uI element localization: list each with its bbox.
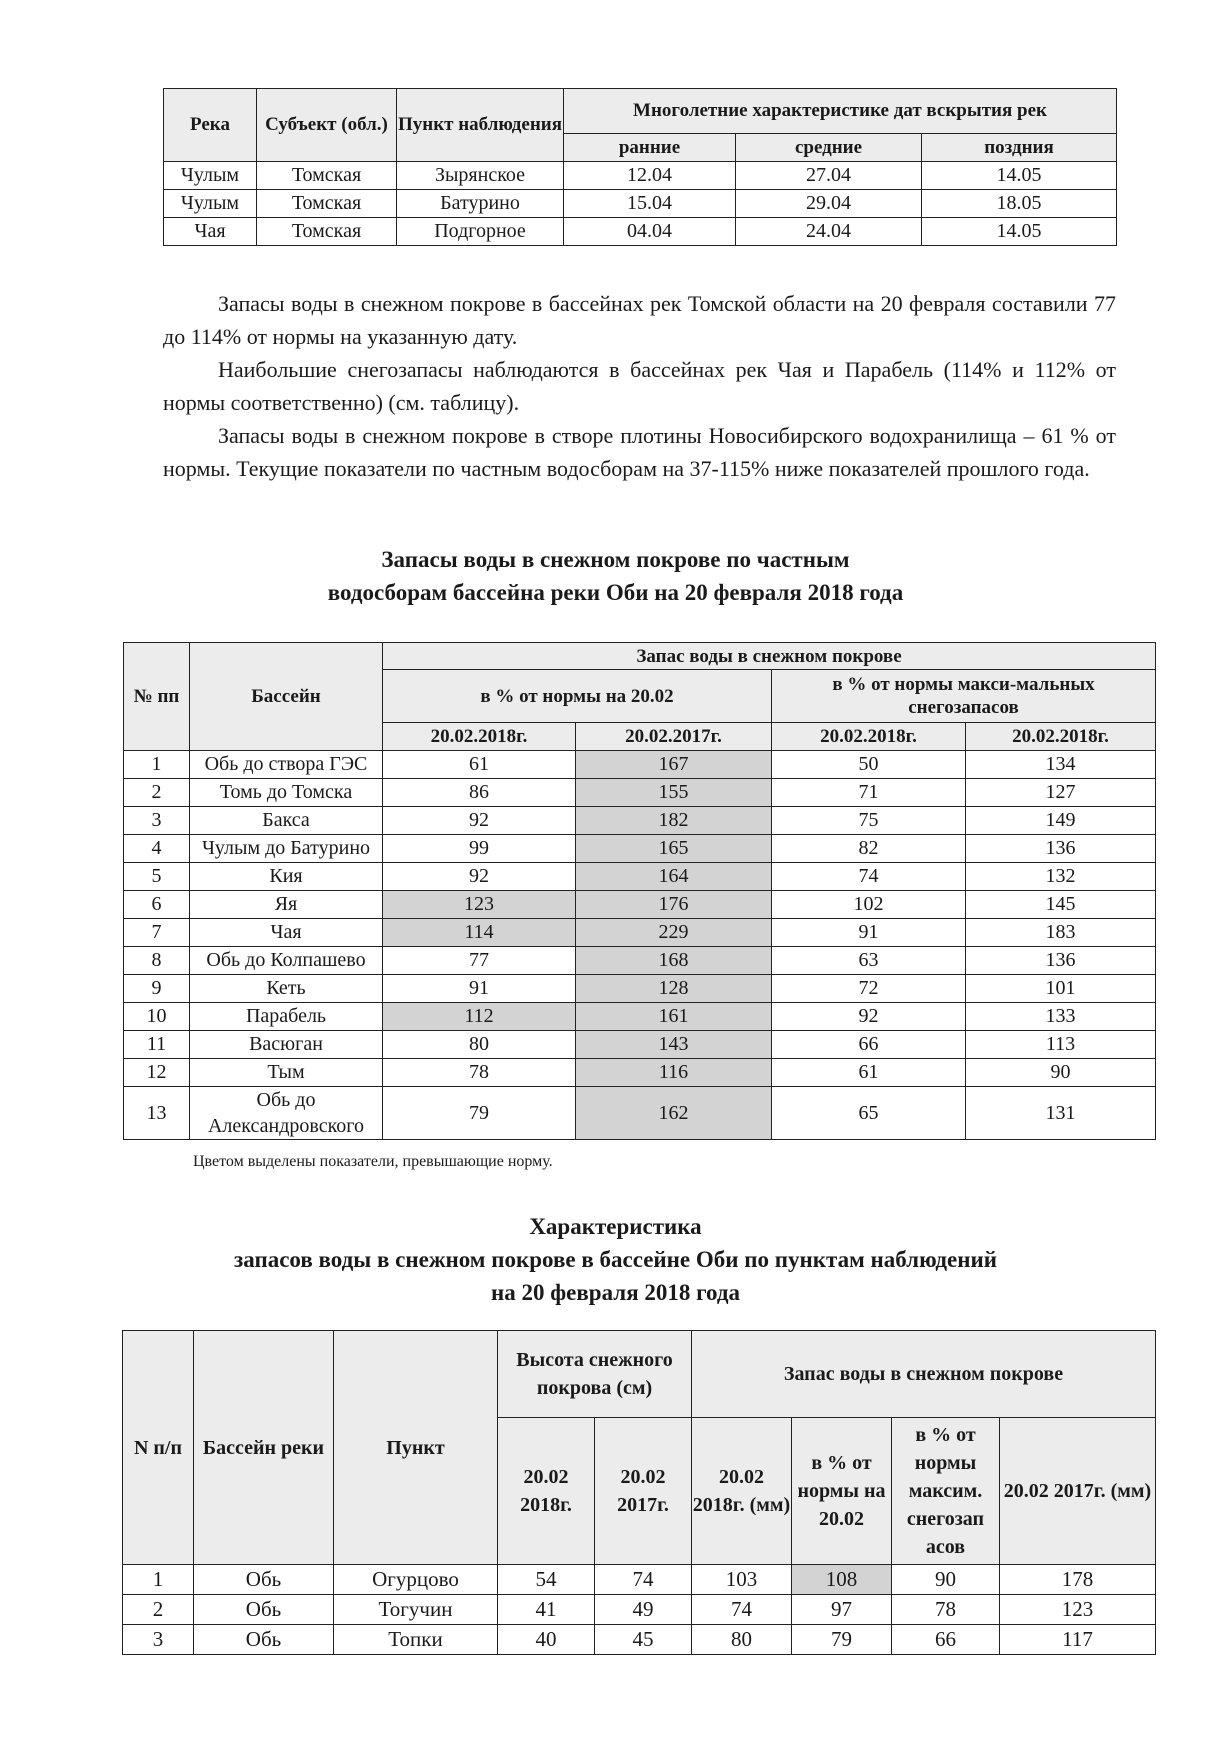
- cell-value-highlighted: 114: [383, 919, 576, 947]
- cell-basin: Кия: [190, 863, 383, 891]
- cell-point: Огурцово: [334, 1565, 498, 1595]
- cell-value-highlighted: 176: [576, 891, 772, 919]
- header-pct-max: в % от нормы макси-мальных снегозапасов: [772, 670, 1156, 723]
- cell-value: 90: [966, 1059, 1156, 1087]
- cell-value: 75: [772, 807, 966, 835]
- cell-basin: Томь до Томска: [190, 779, 383, 807]
- cell-value-highlighted: 108: [792, 1565, 892, 1595]
- cell-value: 101: [966, 975, 1156, 1003]
- title-line: Запасы воды в снежном покрове по частным: [381, 547, 850, 572]
- table-row: [124, 835, 1156, 863]
- cell-value: 92: [772, 1003, 966, 1031]
- title-line: водосборам бассейна реки Оби на 20 февраля 2018 года: [327, 580, 904, 605]
- cell-late: 14.05: [922, 218, 1117, 246]
- cell-num: 1: [124, 751, 190, 779]
- header-height-2018: 20.02 2018г.: [498, 1418, 595, 1565]
- paragraph: Наибольшие снегозапасы наблюдаются в бассейнах рек Чая и Парабель (114% и 112% от нормы соответственно) (см. таблицу).: [163, 357, 1116, 415]
- cell-basin: Бакса: [190, 807, 383, 835]
- header-col-max-2018: 20.02.2018г.: [772, 723, 966, 751]
- cell-subject: Томская: [257, 218, 397, 246]
- cell-value-highlighted: 143: [576, 1031, 772, 1059]
- cell-basin: Обь до Колпашево: [190, 947, 383, 975]
- cell-num: 7: [124, 919, 190, 947]
- cell-basin: Кеть: [190, 975, 383, 1003]
- table-row: [164, 190, 1117, 218]
- title-line: Характеристика: [529, 1214, 702, 1239]
- cell-value: 127: [966, 779, 1156, 807]
- header-point: Пункт наблюдения: [397, 89, 564, 162]
- cell-river: Чулым: [164, 162, 257, 190]
- snow-by-observation-point-table: [122, 1330, 1156, 1655]
- cell-num: 9: [124, 975, 190, 1003]
- cell-num: 6: [124, 891, 190, 919]
- cell-value: 136: [966, 947, 1156, 975]
- table-row: [124, 1087, 1156, 1140]
- cell-value: 78: [383, 1059, 576, 1087]
- cell-value: 178: [1000, 1565, 1156, 1595]
- cell-value: 80: [692, 1625, 792, 1655]
- cell-value: 149: [966, 807, 1156, 835]
- cell-late: 18.05: [922, 190, 1117, 218]
- cell-value: 66: [892, 1625, 1000, 1655]
- table-row: [124, 1003, 1156, 1031]
- cell-num: 2: [124, 779, 190, 807]
- cell-subject: Томская: [257, 190, 397, 218]
- cell-value-highlighted: 164: [576, 863, 772, 891]
- cell-value: 92: [383, 863, 576, 891]
- header-opening-dates-group: Многолетние характеристике дат вскрытия рек: [564, 89, 1117, 134]
- cell-point: Топки: [334, 1625, 498, 1655]
- header-pct-norm: в % от нормы на 20.02: [383, 670, 772, 723]
- cell-value-highlighted: 229: [576, 919, 772, 947]
- cell-num: 4: [124, 835, 190, 863]
- header-subject: Субъект (обл.): [257, 89, 397, 162]
- header-water-2018: 20.02 2018г. (мм): [692, 1418, 792, 1565]
- cell-value: 66: [772, 1031, 966, 1059]
- cell-value: 77: [383, 947, 576, 975]
- cell-value: 91: [383, 975, 576, 1003]
- cell-subject: Томская: [257, 162, 397, 190]
- cell-point: Тогучин: [334, 1595, 498, 1625]
- cell-basin: Обь: [194, 1595, 334, 1625]
- header-point: Пункт: [334, 1331, 498, 1565]
- cell-basin: Чая: [190, 919, 383, 947]
- header-pct-max: в % от нормы максим. снегозап асов: [892, 1418, 1000, 1565]
- cell-value: 134: [966, 751, 1156, 779]
- cell-value-highlighted: 123: [383, 891, 576, 919]
- table-row: [164, 162, 1117, 190]
- cell-value-highlighted: 128: [576, 975, 772, 1003]
- table-row: [124, 975, 1156, 1003]
- cell-early: 04.04: [564, 218, 736, 246]
- cell-middle: 27.04: [736, 162, 922, 190]
- cell-value-highlighted: 112: [383, 1003, 576, 1031]
- table-row: [124, 1031, 1156, 1059]
- cell-value: 78: [892, 1595, 1000, 1625]
- header-snow-height-group: Высота снежного покрова (см): [498, 1331, 692, 1418]
- header-early: ранние: [564, 134, 736, 162]
- cell-value: 74: [595, 1565, 692, 1595]
- cell-num: 12: [124, 1059, 190, 1087]
- cell-basin: Тым: [190, 1059, 383, 1087]
- table-row: [124, 891, 1156, 919]
- cell-value: 102: [772, 891, 966, 919]
- table-row: [124, 807, 1156, 835]
- cell-value: 183: [966, 919, 1156, 947]
- cell-value: 136: [966, 835, 1156, 863]
- cell-value: 79: [383, 1087, 576, 1140]
- cell-value: 80: [383, 1031, 576, 1059]
- cell-num: 2: [123, 1595, 194, 1625]
- title-line: на 20 февраля 2018 года: [491, 1280, 740, 1305]
- table-row: [124, 751, 1156, 779]
- cell-value: 132: [966, 863, 1156, 891]
- header-col-2017: 20.02.2017г.: [576, 723, 772, 751]
- table-row: [123, 1565, 1156, 1595]
- cell-value: 86: [383, 779, 576, 807]
- cell-value: 79: [792, 1625, 892, 1655]
- cell-value-highlighted: 168: [576, 947, 772, 975]
- table-row: [123, 1595, 1156, 1625]
- header-snow-water-group: Запас воды в снежном покрове: [383, 643, 1156, 670]
- cell-value: 92: [383, 807, 576, 835]
- title-line: запасов воды в снежном покрове в бассейне Оби по пунктам наблюдений: [234, 1247, 997, 1272]
- table-row: [124, 1059, 1156, 1087]
- cell-value: 71: [772, 779, 966, 807]
- cell-value: 74: [692, 1595, 792, 1625]
- header-late: поздния: [922, 134, 1117, 162]
- header-snow-water-group: Запас воды в снежном покрове: [692, 1331, 1156, 1418]
- cell-basin: Обь: [194, 1565, 334, 1595]
- cell-num: 3: [124, 807, 190, 835]
- cell-river: Чулым: [164, 190, 257, 218]
- header-height-2017: 20.02 2017г.: [595, 1418, 692, 1565]
- cell-basin: Чулым до Батурино: [190, 835, 383, 863]
- cell-value: 45: [595, 1625, 692, 1655]
- cell-basin: Обь: [194, 1625, 334, 1655]
- cell-value: 133: [966, 1003, 1156, 1031]
- cell-num: 5: [124, 863, 190, 891]
- cell-value: 61: [772, 1059, 966, 1087]
- header-basin: Бассейн: [190, 643, 383, 751]
- paragraph: Запасы воды в снежном покрове в бассейнах рек Томской области на 20 февраля составили 77 до 114% от нормы на указанную дату.: [163, 291, 1116, 349]
- cell-value: 41: [498, 1595, 595, 1625]
- cell-river: Чая: [164, 218, 257, 246]
- header-col-max-2018b: 20.02.2018г.: [966, 723, 1156, 751]
- cell-num: 13: [124, 1087, 190, 1140]
- cell-value-highlighted: 116: [576, 1059, 772, 1087]
- cell-value: 117: [1000, 1625, 1156, 1655]
- cell-value: 54: [498, 1565, 595, 1595]
- header-num: N п/п: [123, 1331, 194, 1565]
- cell-value-highlighted: 165: [576, 835, 772, 863]
- table-row: [164, 218, 1117, 246]
- cell-point: Подгорное: [397, 218, 564, 246]
- cell-value: 131: [966, 1087, 1156, 1140]
- table2-footnote: Цветом выделены показатели, превышающие норму.: [193, 1153, 553, 1170]
- table-row: [123, 1625, 1156, 1655]
- table-row: [124, 779, 1156, 807]
- cell-value: 63: [772, 947, 966, 975]
- cell-early: 12.04: [564, 162, 736, 190]
- header-num: № пп: [124, 643, 190, 751]
- cell-value: 97: [792, 1595, 892, 1625]
- cell-value: 40: [498, 1625, 595, 1655]
- cell-num: 3: [123, 1625, 194, 1655]
- cell-value: 82: [772, 835, 966, 863]
- cell-basin: Яя: [190, 891, 383, 919]
- river-opening-dates-table: [163, 88, 1117, 246]
- cell-num: 1: [123, 1565, 194, 1595]
- cell-value: 90: [892, 1565, 1000, 1595]
- cell-value: 65: [772, 1087, 966, 1140]
- header-pct-norm: в % от нормы на 20.02: [792, 1418, 892, 1565]
- header-river: Река: [164, 89, 257, 162]
- cell-basin: Васюган: [190, 1031, 383, 1059]
- table-row: [124, 947, 1156, 975]
- cell-num: 11: [124, 1031, 190, 1059]
- cell-late: 14.05: [922, 162, 1117, 190]
- table-row: [124, 863, 1156, 891]
- cell-value: 91: [772, 919, 966, 947]
- cell-value-highlighted: 182: [576, 807, 772, 835]
- cell-value: 50: [772, 751, 966, 779]
- cell-value-highlighted: 162: [576, 1087, 772, 1140]
- table-row: [124, 919, 1156, 947]
- body-text: [163, 287, 1116, 485]
- cell-value: 103: [692, 1565, 792, 1595]
- cell-value: 113: [966, 1031, 1156, 1059]
- cell-value: 145: [966, 891, 1156, 919]
- cell-basin: Обь до Александровского: [190, 1087, 383, 1140]
- cell-num: 10: [124, 1003, 190, 1031]
- cell-middle: 29.04: [736, 190, 922, 218]
- paragraph: Запасы воды в снежном покрове в створе плотины Новосибирского водохранилища – 61 % от нормы. Текущие показатели по частным водосборам на 37-115% ниже показателей прошлого года.: [163, 423, 1116, 481]
- cell-point: Зырянское: [397, 162, 564, 190]
- cell-value: 74: [772, 863, 966, 891]
- header-middle: средние: [736, 134, 922, 162]
- cell-early: 15.04: [564, 190, 736, 218]
- table3-title: [0, 1210, 1231, 1309]
- cell-middle: 24.04: [736, 218, 922, 246]
- cell-value: 49: [595, 1595, 692, 1625]
- cell-value-highlighted: 155: [576, 779, 772, 807]
- header-basin: Бассейн реки: [194, 1331, 334, 1565]
- header-water-2017: 20.02 2017г. (мм): [1000, 1418, 1156, 1565]
- header-col-2018: 20.02.2018г.: [383, 723, 576, 751]
- cell-value: 123: [1000, 1595, 1156, 1625]
- cell-basin: Парабель: [190, 1003, 383, 1031]
- cell-num: 8: [124, 947, 190, 975]
- table2-title: [0, 543, 1231, 609]
- cell-point: Батурино: [397, 190, 564, 218]
- snow-water-by-basin-table: [123, 642, 1156, 1140]
- cell-value: 99: [383, 835, 576, 863]
- cell-value-highlighted: 167: [576, 751, 772, 779]
- cell-value: 72: [772, 975, 966, 1003]
- cell-basin: Обь до створа ГЭС: [190, 751, 383, 779]
- cell-value-highlighted: 161: [576, 1003, 772, 1031]
- cell-value: 61: [383, 751, 576, 779]
